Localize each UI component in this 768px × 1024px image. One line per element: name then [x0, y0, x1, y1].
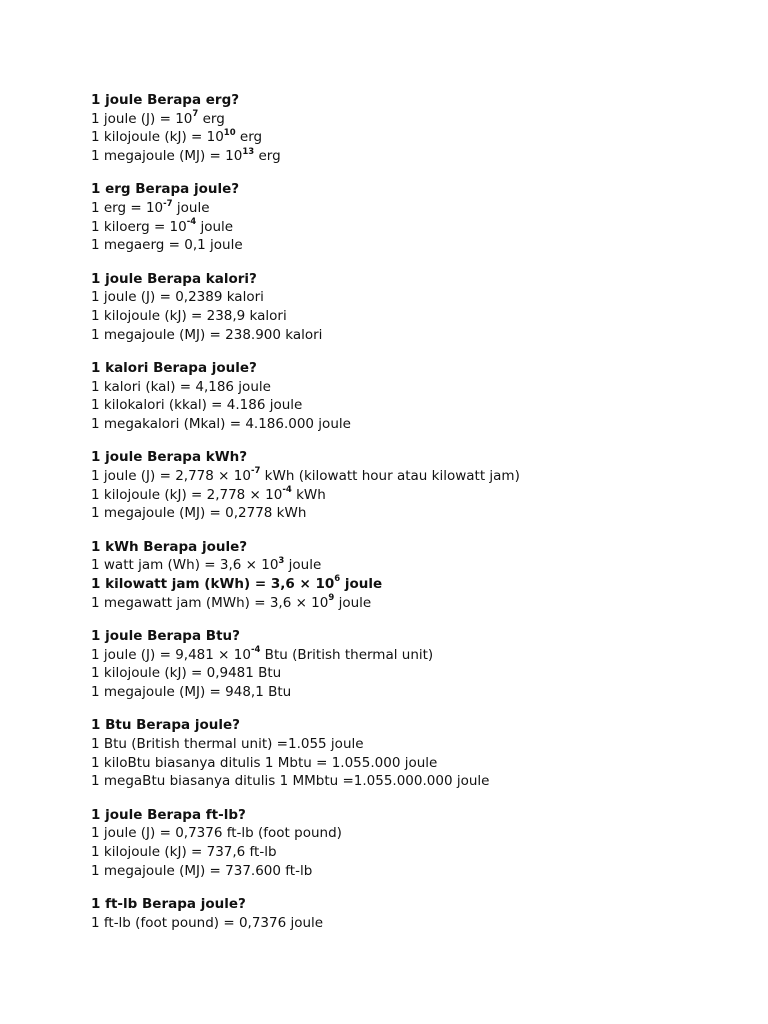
conversion-line: [91, 683, 751, 702]
line-text: 1 megaBtu biasanya ditulis 1 MMbtu =1.055.000.000 joule: [91, 773, 490, 790]
line-text: 1 megajoule (MJ) = 948,1 Btu: [91, 683, 292, 700]
line-text: erg: [235, 129, 263, 146]
section-heading: 1 Btu Berapa joule?: [91, 717, 240, 734]
conversion-line: [91, 735, 751, 754]
line-text: 1 kilojoule (kJ) = 238,9 kalori: [91, 308, 287, 325]
section-heading: 1 joule Berapa erg?: [91, 92, 240, 108]
document-body: [91, 91, 751, 947]
conversion-line: [91, 467, 751, 486]
exponent: -7: [250, 466, 261, 477]
line-text: 1 ft-lb (foot pound) = 0,7376 joule: [91, 914, 324, 931]
line-text: 1 Btu (British thermal unit) =1.055 joule: [91, 735, 364, 752]
line-text: 1 kalori (kal) = 4,186 joule: [91, 378, 271, 395]
conversion-section: [91, 627, 751, 702]
exponent: 7: [192, 109, 199, 120]
exponent: -4: [282, 485, 292, 496]
conversion-line: [91, 754, 751, 773]
line-text: joule: [334, 594, 372, 611]
conversion-line: [91, 307, 751, 326]
conversion-line: [91, 128, 751, 147]
exponent: 9: [328, 593, 335, 604]
line-text: erg: [198, 110, 225, 127]
line-text: 1 megaerg = 0,1 joule: [91, 237, 243, 254]
conversion-line: [91, 218, 751, 237]
line-text: joule: [196, 218, 234, 235]
conversion-line: [91, 486, 751, 505]
line-text: 1 kilojoule (kJ) = 737,6 ft-lb: [91, 843, 277, 860]
conversion-line: [91, 288, 751, 307]
exponent: 13: [242, 146, 255, 157]
conversion-section: [91, 359, 751, 434]
conversion-section: [91, 806, 751, 881]
conversion-section: [91, 538, 751, 613]
exponent: -7: [163, 198, 173, 209]
section-heading: 1 joule Berapa kalori?: [91, 270, 257, 287]
line-text: 1 joule (J) = 9,481 × 10: [91, 646, 251, 663]
line-text: 1 megawatt jam (MWh) = 3,6 × 10: [91, 594, 329, 611]
section-heading: 1 ft-lb Berapa joule?: [91, 895, 246, 912]
section-heading: 1 joule Berapa ft-lb?: [91, 806, 246, 823]
conversion-section: [91, 91, 751, 166]
line-text: 1 kilojoule (kJ) = 10: [91, 129, 224, 146]
conversion-section: [91, 448, 751, 523]
section-heading: 1 kalori Berapa joule?: [91, 359, 257, 376]
conversion-line: [91, 147, 751, 166]
exponent: -4: [250, 645, 261, 656]
line-text: erg: [254, 148, 281, 165]
line-text: 1 erg = 10: [91, 200, 164, 217]
line-text: kWh (kilowatt hour atau kilowatt jam): [260, 467, 520, 484]
conversion-line: [91, 664, 751, 683]
conversion-line: [91, 862, 751, 881]
line-text: joule: [284, 557, 322, 574]
conversion-section: [91, 180, 751, 255]
line-text: 1 joule (J) = 10: [91, 110, 193, 127]
conversion-section: [91, 895, 751, 932]
line-text: 1 megajoule (MJ) = 10: [91, 148, 243, 165]
conversion-section: [91, 716, 751, 791]
conversion-line: [91, 646, 751, 665]
section-heading: 1 erg Berapa joule?: [91, 181, 240, 198]
conversion-line: [91, 556, 751, 575]
exponent: 3: [278, 555, 285, 566]
line-text: 1 joule (J) = 0,2389 kalori: [91, 289, 264, 306]
exponent: 6: [334, 574, 341, 585]
line-text: 1 kilowatt jam (kWh) = 3,6 × 10: [91, 575, 335, 592]
line-text: 1 kilojoule (kJ) = 0,9481 Btu: [91, 665, 282, 682]
conversion-line: [91, 396, 751, 415]
conversion-line: [91, 914, 751, 933]
line-text: joule: [172, 200, 210, 217]
conversion-line: [91, 326, 751, 345]
conversion-line: [91, 110, 751, 129]
conversion-section: [91, 270, 751, 345]
conversion-line: [91, 415, 751, 434]
line-text: 1 kiloBtu biasanya ditulis 1 Mbtu = 1.055.000 joule: [91, 754, 438, 771]
line-text: 1 megajoule (MJ) = 737.600 ft-lb: [91, 862, 313, 879]
line-text: joule: [340, 575, 383, 592]
line-text: 1 watt jam (Wh) = 3,6 × 10: [91, 557, 279, 574]
line-text: 1 kilokalori (kkal) = 4.186 joule: [91, 397, 303, 414]
line-text: kWh: [291, 486, 326, 503]
conversion-line: [91, 843, 751, 862]
line-text: 1 kiloerg = 10: [91, 218, 187, 235]
exponent: 10: [223, 127, 236, 138]
conversion-line: [91, 594, 751, 613]
line-text: 1 megajoule (MJ) = 238.900 kalori: [91, 326, 323, 343]
conversion-line: [91, 504, 751, 523]
conversion-line: [91, 575, 751, 594]
section-heading: 1 joule Berapa kWh?: [91, 449, 248, 466]
conversion-line: [91, 772, 751, 791]
conversion-line: [91, 824, 751, 843]
section-heading: 1 kWh Berapa joule?: [91, 538, 248, 555]
conversion-line: [91, 378, 751, 397]
conversion-line: [91, 236, 751, 255]
line-text: 1 joule (J) = 2,778 × 10: [91, 467, 251, 484]
line-text: 1 megajoule (MJ) = 0,2778 kWh: [91, 505, 307, 522]
line-text: Btu (British thermal unit): [260, 646, 434, 663]
section-heading: 1 joule Berapa Btu?: [91, 627, 240, 644]
line-text: 1 joule (J) = 0,7376 ft-lb (foot pound): [91, 825, 342, 842]
line-text: 1 kilojoule (kJ) = 2,778 × 10: [91, 486, 283, 503]
conversion-line: [91, 199, 751, 218]
line-text: 1 megakalori (Mkal) = 4.186.000 joule: [91, 416, 351, 433]
exponent: -4: [186, 217, 197, 228]
